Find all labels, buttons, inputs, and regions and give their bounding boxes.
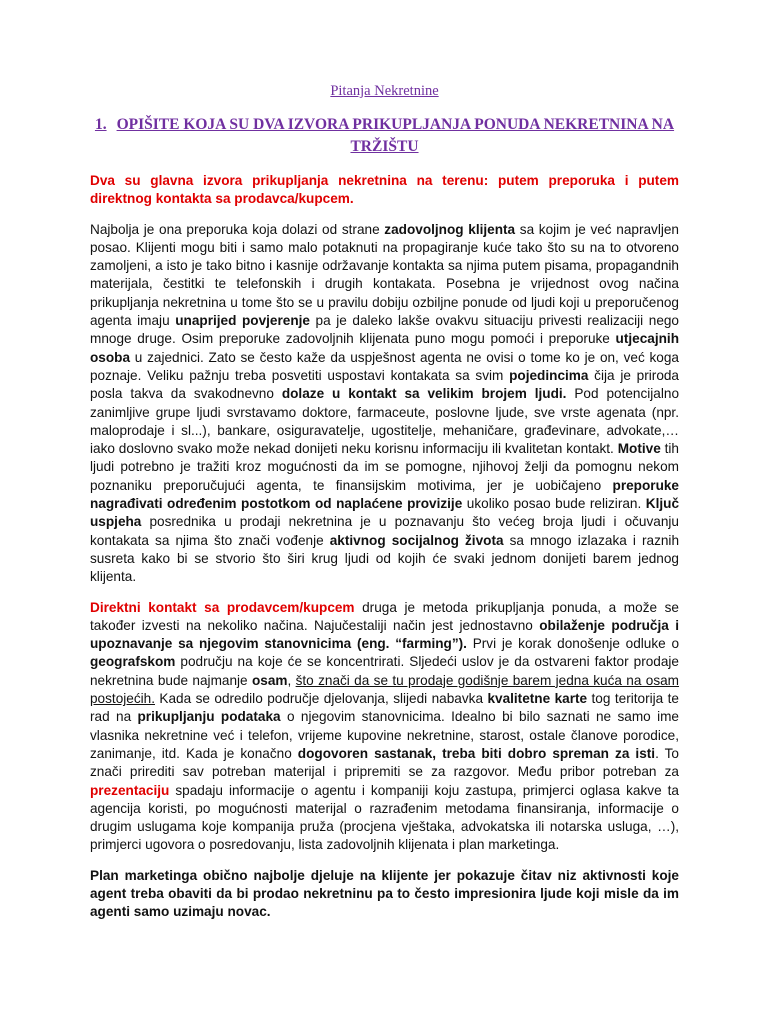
emphasis-contact-many: dolaze u kontakt sa velikim brojem ljudi. xyxy=(281,386,567,402)
emphasis-social-life: aktivnog socijalnog života xyxy=(329,532,504,548)
emphasis-key-success: Ključ uspjeha xyxy=(90,496,679,530)
emphasis-geographic: geografskom xyxy=(90,654,176,670)
text-run: čija je priroda posla takva da svakodnevno xyxy=(90,367,679,402)
emphasis-satisfied-client: zadovoljnog klijenta xyxy=(384,221,516,237)
document-page xyxy=(90,82,679,934)
text-run: pa je daleko lakše ovakvu situaciju privesti realizaciji nego mnoge druge. Osim preporuke zadovoljnih klijenata puno mogu pomoći i preporuke xyxy=(90,313,679,347)
text-run: tih ljudi potrebno je tražiti kroz mogućnosti da im se pomogne, njihovoj želji da pomognu nekom poznaniku preporučujući agenta, te finansijskim motivima, jer je uobičajeno xyxy=(90,441,679,493)
question-number: 1. xyxy=(94,116,107,133)
text-run: sa mnogo izlazaka i raznih susreta kako bi se stvorio što širi krug ljudi od kojih će svaki jednom donijeti barem jednog klijenta. xyxy=(90,532,680,585)
text-run: Prvi je korak donošenje odluke o xyxy=(466,636,680,652)
text-run: području na koje će se koncentrirati. Sljedeći uslov je da ostvareni faktor prodaje nekretnina bude najmanje xyxy=(90,654,679,688)
referrals-paragraph xyxy=(90,221,679,587)
emphasis-influential-people: utjecajnih osoba xyxy=(90,331,679,365)
emphasis-eight: osam xyxy=(251,672,288,688)
question-heading xyxy=(90,114,679,158)
text-run: Pod potencijalno zanimljive grupe ljudi svrstavamo doktore, farmaceute, poslovne ljude, sve vrste agenata (npr. maloprodaje i sl...), bankare, osiguravatelje, ugostitelje, mehaničare, građevinare, advokate,… iako doslovno svako može nekad donijeti neku korisnu informaciju ili kvalitetan kontakt. xyxy=(90,386,679,457)
text-run: tog teritorija te rad na xyxy=(90,691,679,725)
text-run: . To znači prirediti sav potreban materijal i pripremiti se za razgovor. Među pribor potreban za xyxy=(90,745,679,780)
text-run: Najbolja je ona preporuka koja dolazi od strane xyxy=(90,221,385,237)
text-run: u zajednici. Zato se često kaže da uspješnost agenta ne ovisi o tome ko je on, već koga poznaje. Veliku pažnju treba posvetiti uspostavi kontakata sa svim xyxy=(90,349,679,383)
underlined-sales-ratio: što znači da se tu prodaje godišnje barem jedna kuća na osam postojećih. xyxy=(90,672,680,707)
emphasis-motives: Motive xyxy=(617,441,661,457)
emphasis-quality-map: kvalitetne karte xyxy=(487,691,588,707)
text-run: druga je metoda prikupljanja ponuda, a može se također izvesti na nekoliko načina. Najučestaliji način jest jednostavno xyxy=(90,599,679,633)
emphasis-farming: obilaženje područja i upoznavanje sa njegovim stanovnicima (eng. “farming”). xyxy=(90,617,679,652)
text-run: spadaju informacije o agentu i kompaniji koju zastupa, primjerci oglasa kakve ta agencija koristi, po mogućnosti materijal o razrađenim metodama finansiranja, informacije o drugim uslugama koje kompanija pruža (procjena vještaka, advokatska ili notarska usluga, …), primjerci ugovora o posredovanju, lista zadovoljnih klijenata i plan marketinga. xyxy=(90,782,679,853)
emphasis-reward-referrals: preporuke nagrađivati određenim postotkom od naplaćene provizije xyxy=(90,477,679,512)
question-heading-text: OPIŠITE KOJA SU DVA IZVORA PRIKUPLJANJA PONUDA NEKRETNINA NA TRŽIŠTU xyxy=(116,116,675,155)
text-run: posrednika u prodaji nekretnina je u poznavanju što većeg broja ljudi i očuvanju kontakata sa njima što znači vođenje xyxy=(90,514,679,548)
emphasis-direct-contact: Direktni kontakt sa prodavcem/kupcem xyxy=(90,599,355,615)
direct-contact-paragraph xyxy=(90,599,679,855)
emphasis-trust: unaprijed povjerenje xyxy=(175,313,310,329)
emphasis-data-collection: prikupljanju podataka xyxy=(137,709,281,725)
text-run: o njegovim stanovnicima. Idealno bi bilo saznati ne samo ime vlasnika nekretnine već i telefon, vrijeme kupovine nekretnine, starost, ostale članove porodice, zanimanje, itd. Kada je konačno xyxy=(90,709,679,761)
text-run: sa kojim je već napravljen posao. Klijenti mogu biti i samo malo potaknuti na propagiranje kuće tako što su na to otvoreno zamoljeni, a isto je tako bitno i kasnije održavanje kontakta sa njima putem pisama, propagandnih materijala, čestitki te telefonskih i drugih kontakata. Posebna je vrijednost ovog načina prikupljanja nekretnina u tome što se u pravilu dobiju ozbiljne ponude od ljudi koji u preporučenog agenta imaju xyxy=(90,221,679,329)
document-title: Pitanja Nekretnine xyxy=(330,83,439,99)
text-run: , xyxy=(287,672,296,688)
emphasis-meeting-ready: dogovoren sastanak, treba biti dobro spreman za isti xyxy=(297,745,656,761)
closing-paragraph: Plan marketinga obično najbolje djeluje na klijente jer pokazuje čitav niz aktivnosti koje agent treba obaviti da bi prodao nekretninu pa to često impresionira ljude koji misle da im agenti samo uzimaju novac. xyxy=(90,867,679,920)
text-run: Kada se odredilo područje djelovanja, slijedi nabavka xyxy=(155,691,488,707)
intro-paragraph: Dva su glavna izvora prikupljanja nekretnina na terenu: putem preporuka i putem direktnog kontakta sa prodavca/kupcem. xyxy=(90,173,679,207)
text-run: ukoliko posao bude reliziran. xyxy=(462,496,646,512)
emphasis-presentation: prezentaciju xyxy=(90,782,170,798)
emphasis-individuals: pojedincima xyxy=(509,367,589,383)
